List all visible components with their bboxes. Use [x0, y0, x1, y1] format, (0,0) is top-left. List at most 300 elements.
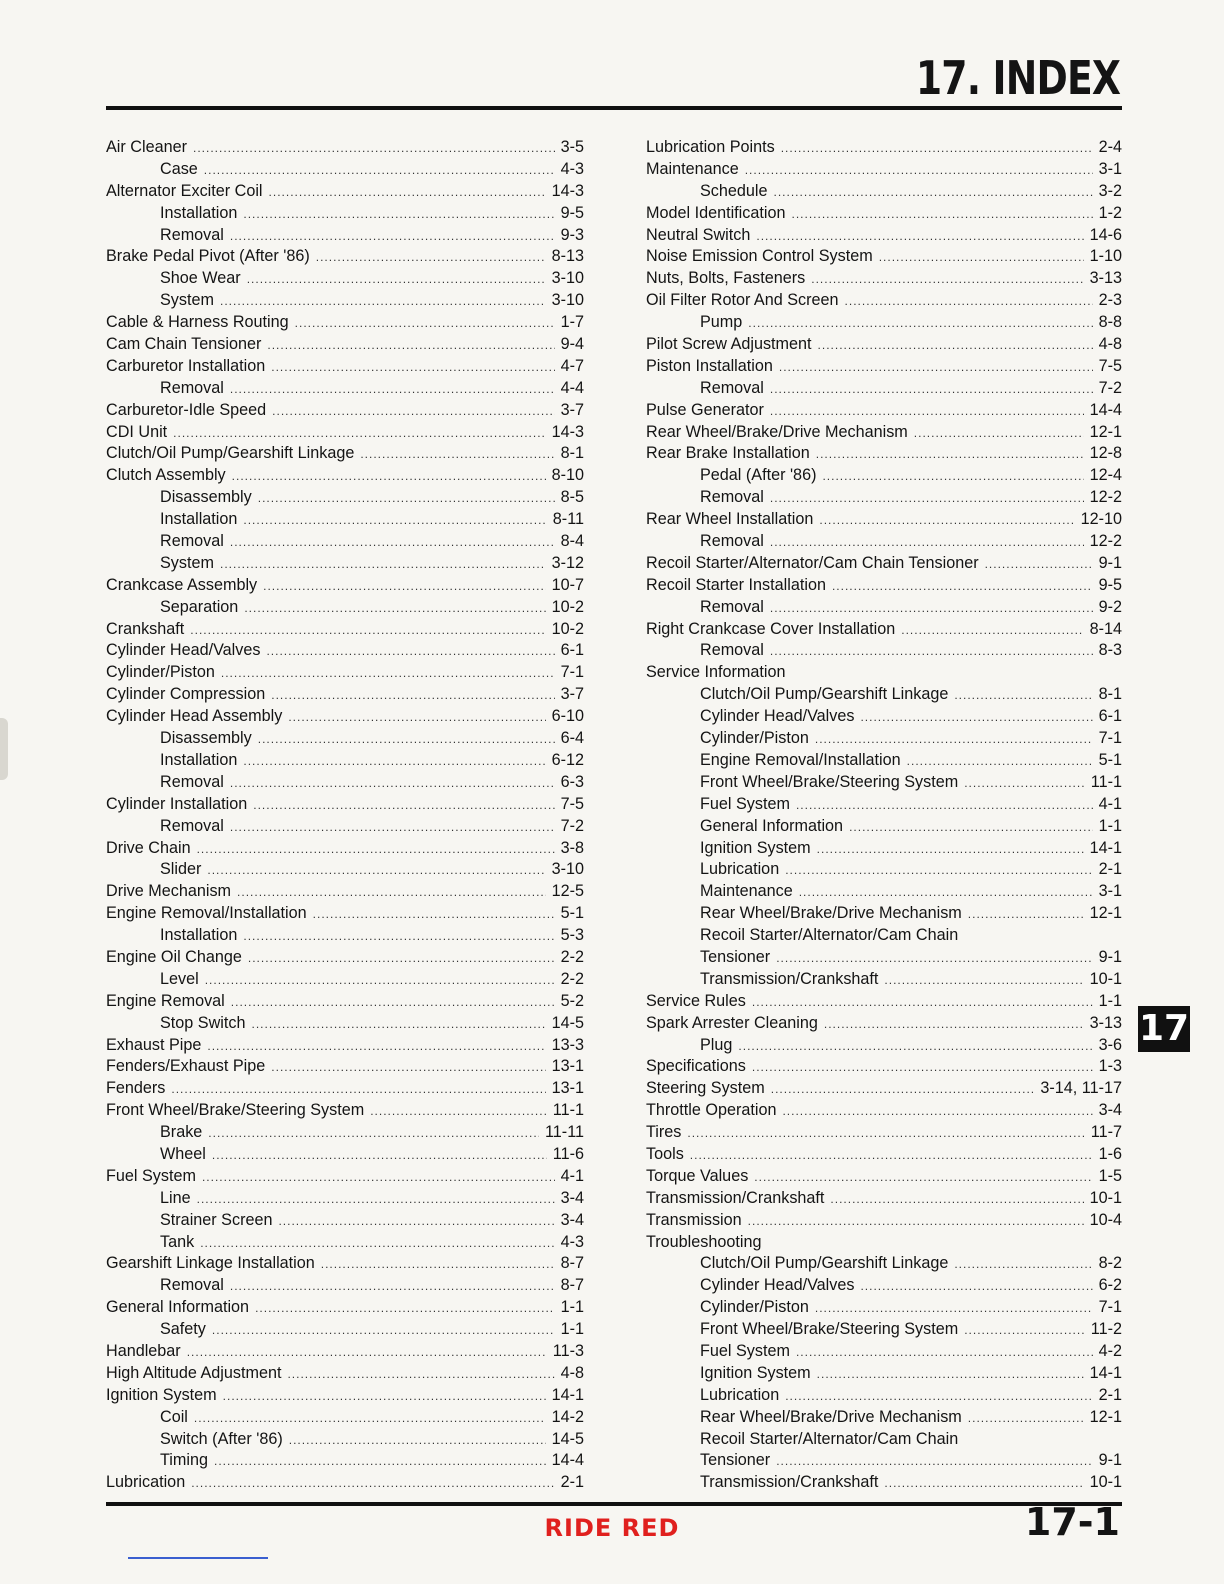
index-subentry[interactable] [106, 772, 584, 794]
dot-leader [964, 1320, 1085, 1342]
index-entry[interactable] [646, 1144, 1122, 1166]
entry-page: 6-10 [551, 707, 584, 726]
index-entry[interactable] [106, 246, 584, 268]
entry-name: Disassembly [160, 729, 252, 748]
entry-name: Gearshift Linkage Installation [106, 1254, 315, 1273]
index-subentry[interactable] [646, 487, 1122, 509]
entry-name: Lubrication [700, 860, 780, 879]
entry-name: Rear Wheel/Brake/Drive Mechanism [646, 422, 908, 441]
entry-name: Alternator Exciter Coil [106, 181, 263, 200]
index-entry[interactable] [646, 553, 1122, 575]
entry-name: Spark Arrester Cleaning [646, 1013, 818, 1032]
entry-page: 2-2 [560, 969, 584, 988]
index-entry[interactable] [106, 1078, 584, 1100]
entry-page: 1-1 [560, 1320, 584, 1339]
entry-page: 10-4 [1089, 1210, 1122, 1229]
index-subentry[interactable] [646, 816, 1122, 838]
link-underline [128, 1557, 268, 1559]
index-entry[interactable] [106, 356, 584, 378]
entry-page: 3-10 [551, 269, 584, 288]
entry-page: 12-8 [1089, 444, 1122, 463]
entry-page: 8-10 [551, 466, 584, 485]
index-subentry[interactable] [106, 159, 584, 181]
dot-leader [785, 1386, 1092, 1408]
entry-name: Crankshaft [106, 619, 185, 638]
index-entry[interactable] [106, 1253, 584, 1275]
index-entry[interactable] [106, 334, 584, 356]
entry-name: Plug [700, 1035, 733, 1054]
dot-leader [968, 904, 1084, 926]
index-column-right [646, 137, 1122, 1494]
entry-page: 14-4 [551, 1451, 584, 1470]
entry-name: Level [160, 969, 199, 988]
entry-page: 6-1 [1098, 707, 1122, 726]
entry-name: Front Wheel/Brake/Steering System [700, 772, 959, 791]
entry-page: 2-3 [1098, 291, 1122, 310]
index-subentry[interactable] [646, 378, 1122, 400]
entry-page: 1-6 [1098, 1144, 1122, 1163]
dot-leader [258, 488, 555, 510]
entry-name: Ignition System [700, 838, 811, 857]
entry-page: 4-7 [560, 356, 584, 375]
index-subentry[interactable] [106, 1319, 584, 1341]
entry-page: 4-8 [1098, 335, 1122, 354]
entry-page: 3-14, 11-17 [1040, 1079, 1122, 1098]
entry-name: Cylinder/Piston [700, 1298, 809, 1317]
entry-page: 2-1 [1098, 860, 1122, 879]
entry-page: 1-7 [560, 313, 584, 332]
entry-name: Clutch Assembly [106, 466, 226, 485]
index-entry[interactable] [646, 509, 1122, 531]
index-subentry[interactable] [646, 881, 1122, 903]
index-entry[interactable] [106, 400, 584, 422]
entry-page: 7-5 [1098, 356, 1122, 375]
entry-page: 3-10 [551, 291, 584, 310]
entry-page: 6-2 [1098, 1276, 1122, 1295]
dot-leader [243, 751, 545, 773]
index-subentry[interactable] [646, 794, 1122, 816]
index-subentry[interactable] [106, 1450, 584, 1472]
index-subentry[interactable] [106, 1407, 584, 1429]
index-subentry[interactable] [646, 750, 1122, 772]
index-entry[interactable] [106, 1341, 584, 1363]
entry-name: Cylinder Head/Valves [700, 1276, 855, 1295]
entry-name: Carburetor Installation [106, 356, 266, 375]
entry-page: 2-1 [1098, 1385, 1122, 1404]
index-subentry[interactable] [106, 597, 584, 619]
entry-page: 3-13 [1089, 269, 1122, 288]
dot-leader [230, 773, 555, 795]
entry-name: Removal [160, 378, 224, 397]
dot-leader [223, 1386, 546, 1408]
index-entry[interactable] [106, 794, 584, 816]
index-subentry[interactable] [106, 969, 584, 991]
dot-leader [200, 1233, 554, 1255]
entry-name: Exhaust Pipe [106, 1035, 202, 1054]
index-subentry[interactable] [106, 509, 584, 531]
entry-name: Throttle Operation [646, 1101, 777, 1120]
entry-page: 4-2 [1098, 1341, 1122, 1360]
entry-page: 7-1 [1098, 729, 1122, 748]
index-subentry[interactable] [106, 925, 584, 947]
dot-leader [954, 685, 1092, 707]
dot-leader [263, 576, 545, 598]
index-entry[interactable] [106, 706, 584, 728]
index-entry[interactable] [646, 575, 1122, 597]
entry-page: 7-2 [1098, 378, 1122, 397]
entry-name: Right Crankcase Cover Installation [646, 619, 896, 638]
dot-leader [207, 1036, 545, 1058]
index-subentry[interactable] [646, 1275, 1122, 1297]
index-entry[interactable] [646, 1013, 1122, 1035]
entry-name: Line [160, 1188, 191, 1207]
index-subentry[interactable] [646, 1253, 1122, 1275]
entry-page: 8-1 [1098, 685, 1122, 704]
entry-page: 8-5 [560, 488, 584, 507]
dot-leader [879, 247, 1084, 269]
entry-name: Schedule [700, 181, 768, 200]
index-subentry[interactable] [106, 816, 584, 838]
entry-name: Removal [700, 488, 764, 507]
entry-page: 3-4 [560, 1210, 584, 1229]
index-entry[interactable] [106, 575, 584, 597]
index-entry[interactable] [646, 1232, 1122, 1254]
index-subentry[interactable] [646, 465, 1122, 487]
entry-name: Service Information [646, 663, 786, 682]
index-entry[interactable] [106, 1472, 584, 1494]
dot-leader [815, 1298, 1093, 1320]
entry-page: 3-12 [551, 553, 584, 572]
entry-name: Shoe Wear [160, 269, 241, 288]
dot-leader [745, 160, 1093, 182]
index-subentry[interactable] [106, 859, 584, 881]
entry-name: Rear Wheel/Brake/Drive Mechanism [700, 1407, 962, 1426]
dot-leader [197, 1189, 555, 1211]
dot-leader [690, 1145, 1093, 1167]
entry-name: Removal [700, 641, 764, 660]
index-subentry[interactable] [646, 312, 1122, 334]
entry-name: Maintenance [700, 882, 793, 901]
entry-name: System [160, 291, 214, 310]
index-subentry[interactable] [106, 1429, 584, 1451]
entry-name: Noise Emission Control System [646, 247, 873, 266]
entry-page: 3-6 [1098, 1035, 1122, 1054]
dot-leader [815, 729, 1093, 751]
entry-name: Cylinder Head/Valves [106, 641, 261, 660]
index-entry[interactable] [106, 947, 584, 969]
entry-name: Safety [160, 1320, 206, 1339]
index-entry[interactable] [106, 1035, 584, 1057]
index-subentry[interactable] [646, 1450, 1122, 1472]
entry-page: 12-1 [1089, 1407, 1122, 1426]
index-entry[interactable] [646, 443, 1122, 465]
entry-name: Tensioner [700, 1451, 771, 1470]
index-subentry[interactable] [106, 553, 584, 575]
index-subentry[interactable] [106, 225, 584, 247]
entry-name: Cylinder/Piston [106, 663, 215, 682]
index-subentry[interactable] [106, 1013, 584, 1035]
entry-page: 5-1 [1098, 750, 1122, 769]
index-entry[interactable] [106, 312, 584, 334]
dot-leader [212, 1145, 547, 1167]
index-entry[interactable] [646, 1078, 1122, 1100]
entry-page: 7-1 [560, 663, 584, 682]
entry-name: General Information [700, 816, 844, 835]
entry-page: 12-5 [551, 882, 584, 901]
index-entry[interactable] [646, 159, 1122, 181]
entry-page: 5-1 [560, 904, 584, 923]
header-rule [106, 106, 1122, 110]
dot-leader [770, 598, 1093, 620]
index-subentry[interactable] [106, 728, 584, 750]
dot-leader [289, 1430, 546, 1452]
index-subentry[interactable] [106, 487, 584, 509]
entry-page: 3-1 [1098, 159, 1122, 178]
index-subentry[interactable] [646, 838, 1122, 860]
entry-page: 3-8 [560, 838, 584, 857]
index-subentry[interactable] [106, 750, 584, 772]
dot-leader [207, 860, 545, 882]
index-subentry[interactable] [646, 1385, 1122, 1407]
index-entry[interactable] [646, 1056, 1122, 1078]
index-subentry[interactable] [646, 1363, 1122, 1385]
entry-name: Brake [160, 1123, 203, 1142]
dot-leader [756, 226, 1083, 248]
index-subentry[interactable] [646, 969, 1122, 991]
dot-leader [849, 817, 1093, 839]
index-subentry[interactable] [646, 1319, 1122, 1341]
entry-page: 14-1 [1089, 838, 1122, 857]
entry-name: Cylinder Installation [106, 794, 248, 813]
entry-page: 4-1 [560, 1166, 584, 1185]
index-subentry[interactable] [646, 1297, 1122, 1319]
index-entry[interactable] [646, 290, 1122, 312]
dot-leader [220, 291, 546, 313]
entry-name: High Altitude Adjustment [106, 1363, 282, 1382]
index-subentry[interactable] [106, 1144, 584, 1166]
index-entry[interactable] [106, 1100, 584, 1122]
dot-leader [258, 729, 555, 751]
entry-name: Rear Wheel/Brake/Drive Mechanism [700, 904, 962, 923]
entry-name: Handlebar [106, 1341, 181, 1360]
dot-leader [822, 466, 1083, 488]
index-entry[interactable] [646, 246, 1122, 268]
index-subentry[interactable] [646, 181, 1122, 203]
dot-leader [267, 335, 554, 357]
index-subentry[interactable] [106, 531, 584, 553]
index-entry[interactable] [646, 334, 1122, 356]
index-subentry[interactable] [106, 1232, 584, 1254]
entry-page: 8-3 [1098, 641, 1122, 660]
index-entry[interactable] [646, 203, 1122, 225]
index-subentry[interactable] [646, 640, 1122, 662]
index-subentry[interactable] [646, 903, 1122, 925]
entry-page: 12-1 [1089, 422, 1122, 441]
dot-leader [271, 357, 554, 379]
index-entry[interactable] [646, 1166, 1122, 1188]
index-subentry[interactable] [106, 1275, 584, 1297]
index-subentry[interactable] [646, 1035, 1122, 1057]
index-subentry[interactable] [646, 772, 1122, 794]
entry-name: Drive Chain [106, 838, 191, 857]
index-subentry[interactable] [646, 1407, 1122, 1429]
entry-name: Clutch/Oil Pump/Gearshift Linkage [700, 685, 949, 704]
dot-leader [272, 401, 554, 423]
index-subentry[interactable] [106, 268, 584, 290]
index-entry[interactable] [646, 1188, 1122, 1210]
index-subentry[interactable] [646, 728, 1122, 750]
dot-leader [205, 970, 555, 992]
dot-leader [243, 204, 554, 226]
index-entry[interactable] [646, 619, 1122, 641]
dot-leader [266, 641, 554, 663]
index-entry[interactable] [106, 684, 584, 706]
entry-name: Steering System [646, 1079, 765, 1098]
index-entry[interactable] [646, 225, 1122, 247]
entry-name: Carburetor-Idle Speed [106, 400, 267, 419]
dot-leader [819, 510, 1074, 532]
dot-leader [237, 882, 546, 904]
section-tab[interactable]: 17 [1138, 1006, 1190, 1052]
entry-name: Strainer Screen [160, 1210, 273, 1229]
dot-leader [230, 226, 555, 248]
entry-page: 6-4 [560, 729, 584, 748]
dot-leader [253, 795, 554, 817]
entry-page: 13-1 [551, 1057, 584, 1076]
dot-leader [781, 138, 1093, 160]
index-entry[interactable] [106, 881, 584, 903]
index-subentry[interactable] [106, 203, 584, 225]
dot-leader [243, 510, 546, 532]
dot-leader [754, 1167, 1092, 1189]
dot-leader [884, 970, 1083, 992]
entry-name: Transmission/Crankshaft [700, 969, 879, 988]
index-subentry[interactable] [106, 290, 584, 312]
entry-page: 7-1 [1098, 1298, 1122, 1317]
entry-page: 3-4 [560, 1188, 584, 1207]
entry-page: 12-2 [1089, 488, 1122, 507]
entry-page: 11-7 [1090, 1123, 1122, 1142]
index-subentry[interactable] [646, 706, 1122, 728]
index-subentry[interactable] [646, 531, 1122, 553]
index-subentry[interactable] [106, 1188, 584, 1210]
entry-name: Fuel System [700, 794, 790, 813]
dot-leader [313, 904, 555, 926]
entry-name: Rear Wheel Installation [646, 510, 814, 529]
entry-name: Transmission [646, 1210, 742, 1229]
index-subentry[interactable] [106, 1122, 584, 1144]
index-entry[interactable] [106, 1056, 584, 1078]
index-subentry[interactable] [646, 925, 1122, 947]
index-entry[interactable] [646, 137, 1122, 159]
dot-leader [295, 313, 555, 335]
entry-page: 1-10 [1089, 247, 1122, 266]
entry-name: Wheel [160, 1144, 206, 1163]
index-entry[interactable] [646, 1210, 1122, 1232]
index-subentry[interactable] [646, 947, 1122, 969]
entry-name: Ignition System [106, 1385, 217, 1404]
index-entry[interactable] [106, 903, 584, 925]
entry-name: Service Rules [646, 991, 746, 1010]
entry-page: 8-13 [551, 247, 584, 266]
index-entry[interactable] [106, 422, 584, 444]
index-entry[interactable] [646, 356, 1122, 378]
dot-leader [173, 423, 545, 445]
index-entry[interactable] [646, 400, 1122, 422]
entry-name: Torque Values [646, 1166, 749, 1185]
dot-leader [204, 160, 555, 182]
index-subentry[interactable] [646, 1429, 1122, 1451]
entry-name: Transmission/Crankshaft [700, 1473, 879, 1492]
entry-name: Tank [160, 1232, 195, 1251]
index-entry[interactable] [106, 137, 584, 159]
dot-leader [316, 247, 546, 269]
index-entry[interactable] [106, 465, 584, 487]
dot-leader [796, 1342, 1093, 1364]
dot-leader [687, 1123, 1084, 1145]
dot-leader [832, 576, 1093, 598]
index-entry[interactable] [106, 1363, 584, 1385]
index-subentry[interactable] [646, 684, 1122, 706]
index-entry[interactable] [646, 422, 1122, 444]
index-subentry[interactable] [106, 378, 584, 400]
index-entry[interactable] [106, 181, 584, 203]
footer-rule [106, 1502, 1122, 1506]
index-entry[interactable] [106, 1166, 584, 1188]
entry-name: Specifications [646, 1057, 746, 1076]
entry-page: 9-1 [1098, 553, 1122, 572]
dot-leader [752, 1057, 1093, 1079]
index-subentry[interactable] [646, 859, 1122, 881]
entry-page: 11-11 [545, 1123, 584, 1142]
index-entry[interactable] [106, 443, 584, 465]
dot-leader [964, 773, 1085, 795]
index-entry[interactable] [106, 662, 584, 684]
entry-page: 11-1 [1090, 772, 1122, 791]
index-subentry[interactable] [646, 1472, 1122, 1494]
index-entry[interactable] [106, 1297, 584, 1319]
index-subentry[interactable] [646, 597, 1122, 619]
entry-page: 14-1 [1089, 1363, 1122, 1382]
entry-page: 10-2 [551, 597, 584, 616]
index-entry[interactable] [106, 619, 584, 641]
index-subentry[interactable] [106, 1210, 584, 1232]
entry-name: Oil Filter Rotor And Screen [646, 291, 839, 310]
entry-name: Tires [646, 1123, 682, 1142]
index-entry[interactable] [106, 1385, 584, 1407]
dot-leader [782, 1101, 1092, 1123]
index-entry[interactable] [646, 268, 1122, 290]
entry-page: 1-1 [1098, 991, 1122, 1010]
index-entry[interactable] [646, 1100, 1122, 1122]
index-entry[interactable] [646, 991, 1122, 1013]
entry-page: 11-1 [552, 1101, 584, 1120]
entry-name: Pilot Screw Adjustment [646, 335, 812, 354]
index-entry[interactable] [106, 640, 584, 662]
dot-leader [251, 1014, 545, 1036]
footer-brand: RIDE RED [544, 1514, 680, 1542]
index-subentry[interactable] [646, 1341, 1122, 1363]
index-entry[interactable] [646, 1122, 1122, 1144]
entry-name: Air Cleaner [106, 138, 187, 156]
entry-page: 9-2 [1098, 597, 1122, 616]
index-entry[interactable] [106, 991, 584, 1013]
entry-page: 6-1 [560, 641, 584, 660]
entry-page: 2-2 [560, 947, 584, 966]
index-entry[interactable] [646, 662, 1122, 684]
dot-leader [748, 1211, 1084, 1233]
index-entry[interactable] [106, 838, 584, 860]
